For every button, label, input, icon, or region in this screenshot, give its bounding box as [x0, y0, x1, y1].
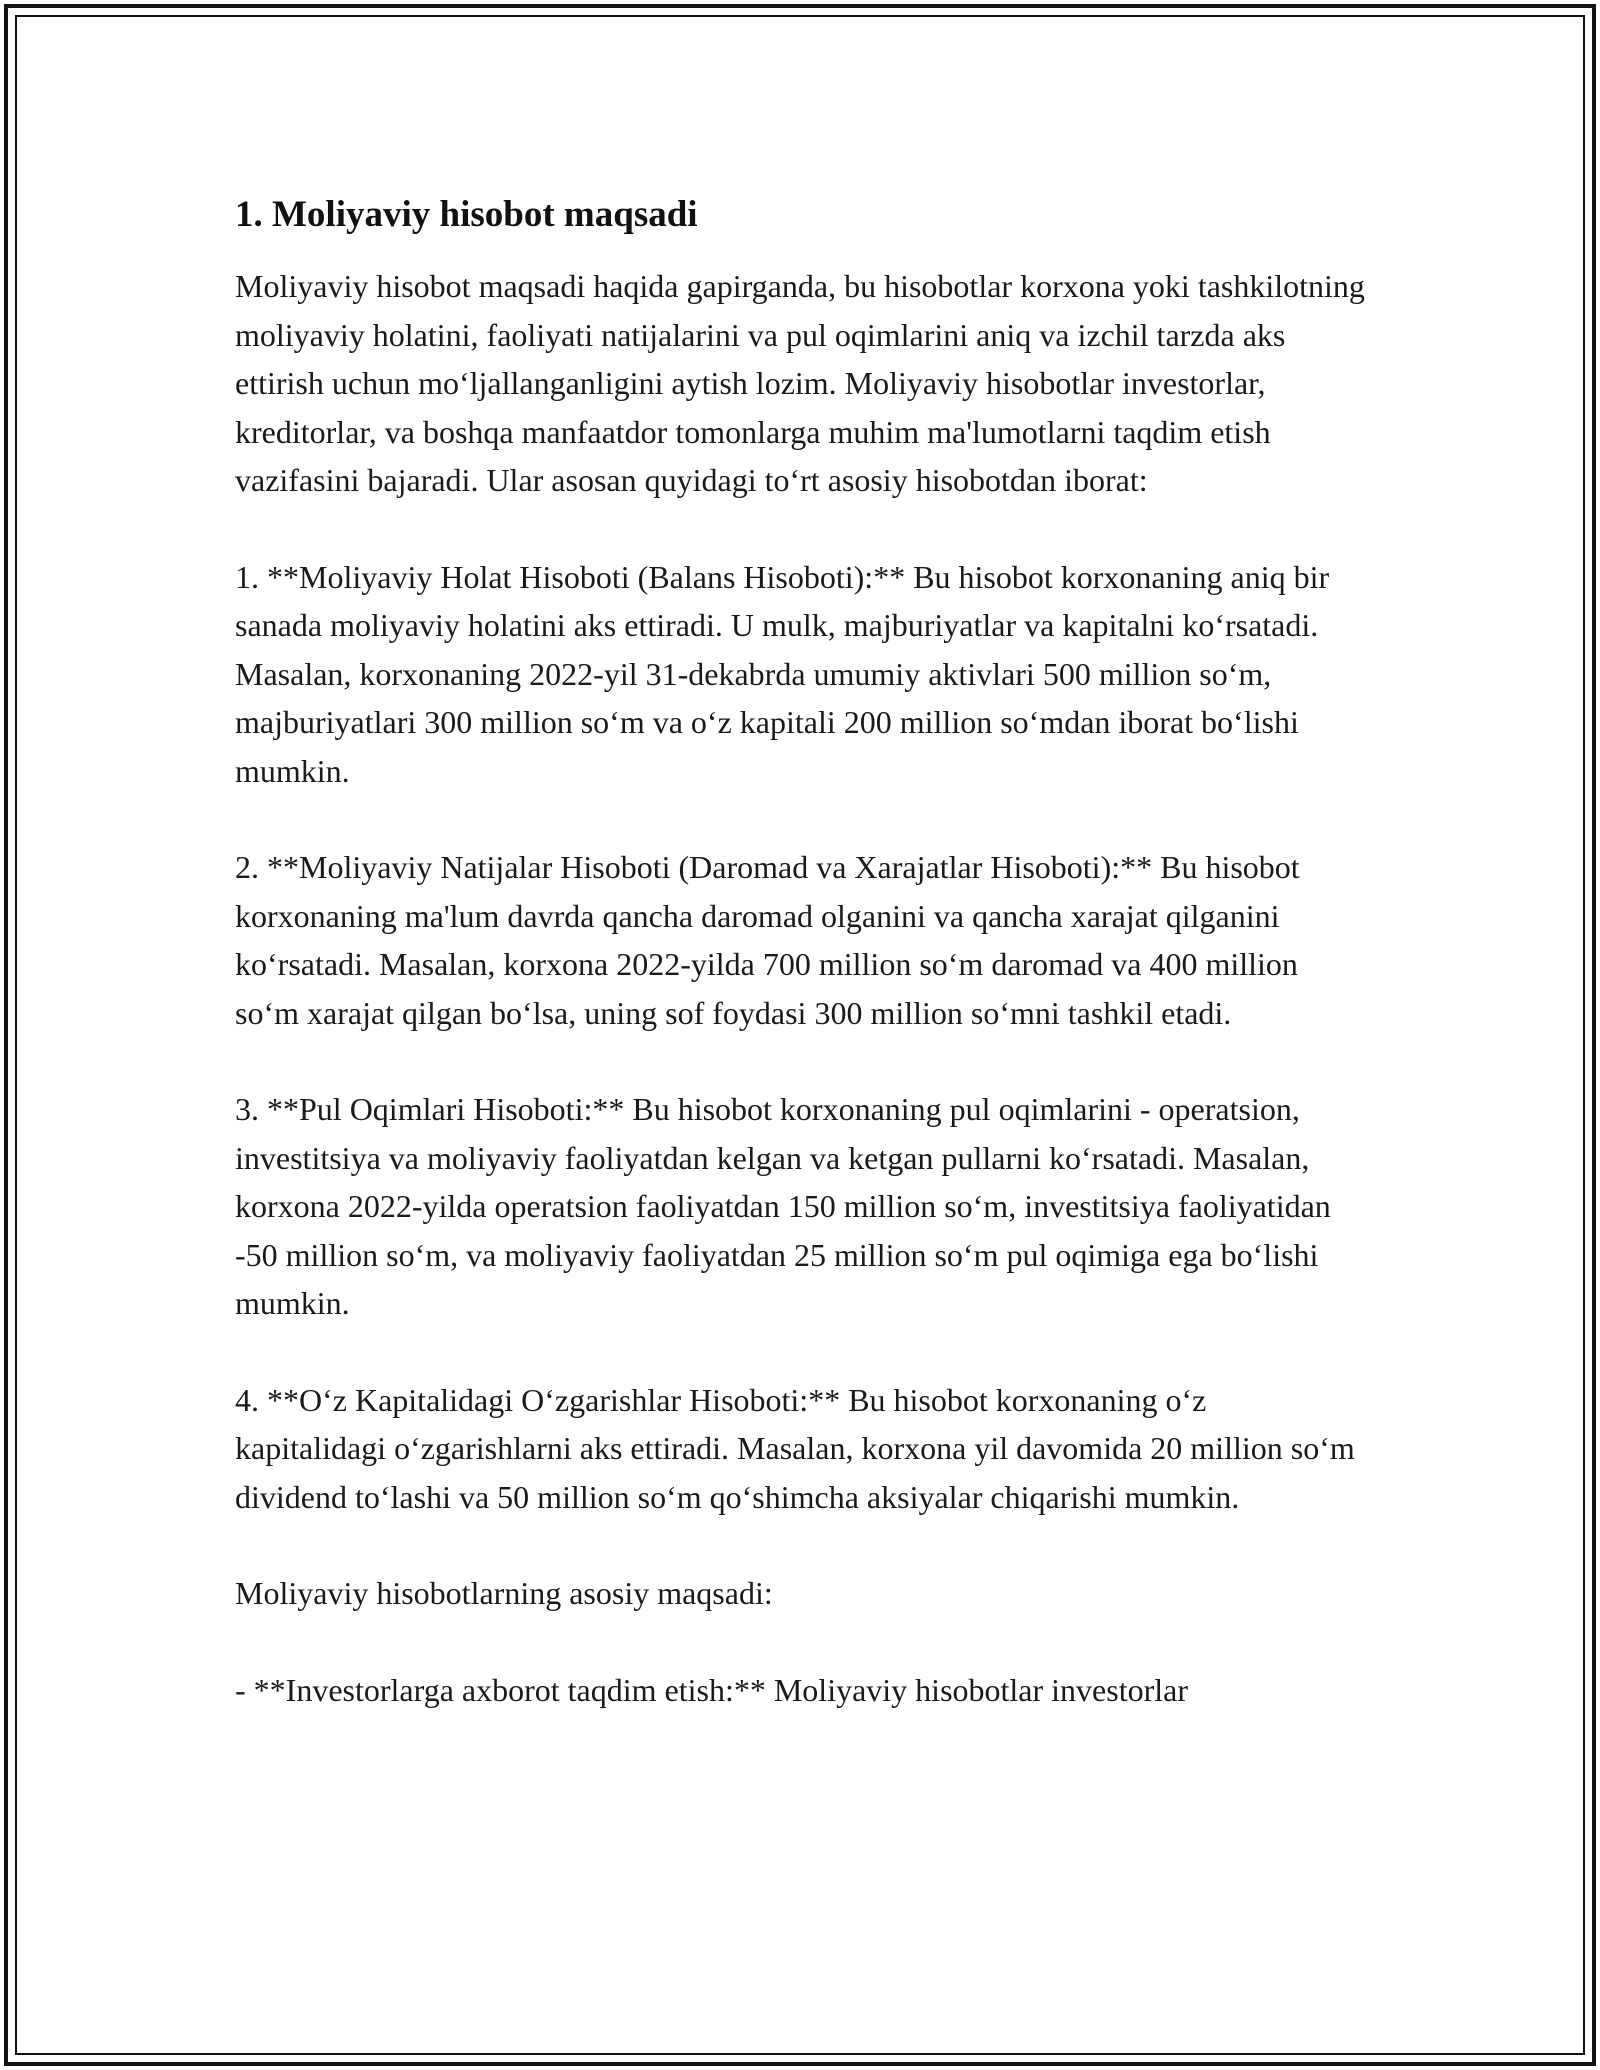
list-item-cash-flow-statement: 3. **Pul Oqimlari Hisoboti:** Bu hisobot korxonaning pul oqimlarini - operatsion, investitsiya va moliyaviy faoliyatdan kelgan va ketgan pullarni ko‘rsatadi. Masalan, korxona 2022-yilda operatsion faoliyatdan 150 million so‘m, investitsiya faoliyatidan -50 million so‘m, va moliyaviy faoliyatdan 25 million so‘m pul oqimiga ega bo‘lishi mumkin. — [235, 1091, 1331, 1321]
section-heading: 1. Moliyaviy hisobot maqsadi — [235, 194, 698, 235]
purpose-heading-paragraph: Moliyaviy hisobotlarning asosiy maqsadi: — [235, 1575, 773, 1611]
list-item-equity-changes-statement: 4. **O‘z Kapitalidagi O‘zgarishlar Hisoboti:** Bu hisobot korxonaning o‘z kapitalidagi o‘zgarishlarni aks ettiradi. Masalan, korxona yil davomida 20 million so‘m dividend to‘lashi va 50 million so‘m qo‘shimcha aksiyalar chiqarishi mumkin. — [235, 1381, 1355, 1515]
document-body — [235, 190, 1365, 1762]
bullet-item-investors: - **Investorlarga axborot taqdim etish:** Moliyaviy hisobotlar investorlar — [235, 1671, 1188, 1708]
list-item-income-statement: 2. **Moliyaviy Natijalar Hisoboti (Daromad va Xarajatlar Hisoboti):** Bu hisobot korxonaning ma'lum davrda qancha daromad olganini va qancha xarajat qilganini ko‘rsatadi. Masalan, korxona 2022-yilda 700 million so‘m daromad va 400 million so‘m xarajat qilgan bo‘lsa, uning sof foydasi 300 million so‘mni tashkil etadi. — [235, 849, 1300, 1031]
intro-paragraph: Moliyaviy hisobot maqsadi haqida gapirganda, bu hisobotlar korxona yoki tashkilotning moliyaviy holatini, faoliyati natijalarini va pul oqimlarini aniq va izchil tarzda aks ettirish uchun mo‘ljallanganligini aytish lozim. Moliyaviy hisobotlar investorlar, kreditorlar, va boshqa manfaatdor tomonlarga muhim ma'lumotlarni taqdim etish vazifasini bajaradi. Ular asosan quyidagi to‘rt asosiy hisobotdan iborat: — [235, 268, 1365, 498]
list-item-balance-sheet: 1. **Moliyaviy Holat Hisoboti (Balans Hisoboti):** Bu hisobot korxonaning aniq bir sanada moliyaviy holatini aks ettiradi. U mulk, majburiyatlar va kapitalni ko‘rsatadi. Masalan, korxonaning 2022-yil 31-dekabrda umumiy aktivlari 500 million so‘m, majburiyatlari 300 million so‘m va o‘z kapitali 200 million so‘mdan iborat bo‘lishi mumkin. — [235, 558, 1330, 789]
